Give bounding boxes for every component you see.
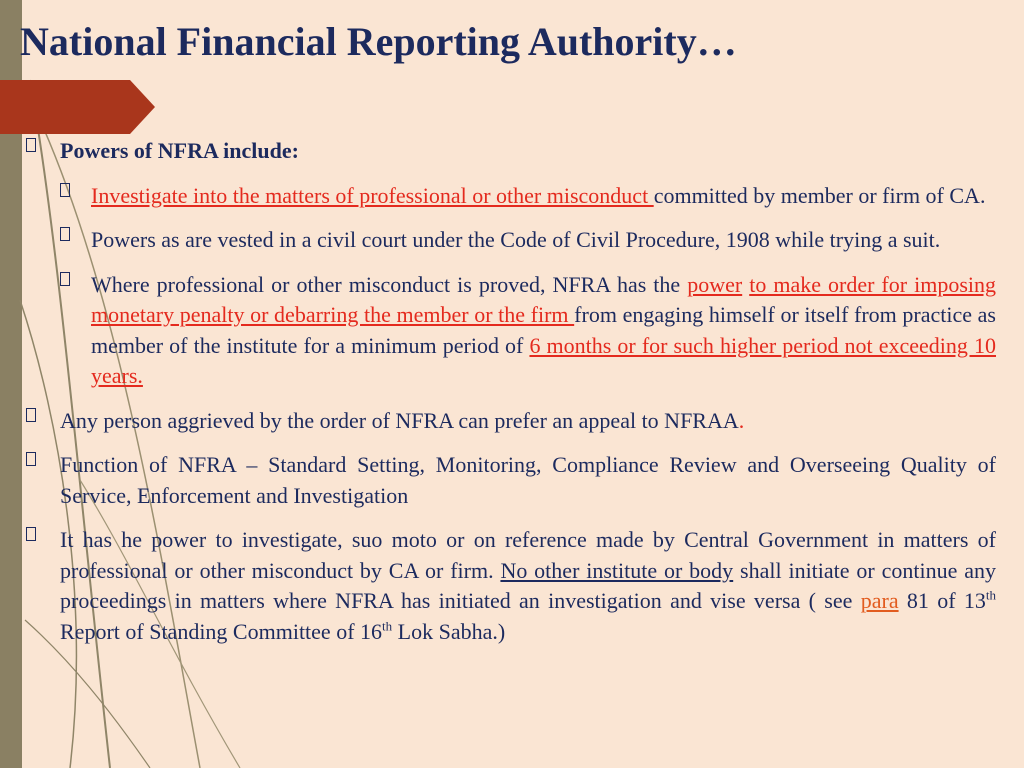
bullet-marker-icon xyxy=(60,272,70,286)
bullet-investigate: Investigate into the matters of professional or other misconduct committed by member or firm of CA. xyxy=(56,181,996,212)
bullet-power-investigate: It has he power to investigate, suo moto or on reference made by Central Government in matters of professional or other misconduct by CA or firm. No other institute or body shall initiate or continue any proceedings in matters where NFRA has initiated an investigation and vise versa ( see para 81 of 13th Report of Standing Committee of 16th Lok Sabha.) xyxy=(26,525,996,647)
title-banner-arrow xyxy=(0,80,155,134)
bullet-marker-icon xyxy=(60,227,70,241)
slide-title: National Financial Reporting Authority… xyxy=(20,19,737,64)
bullet-misconduct-order: Where professional or other misconduct is proved, NFRA has the power to make order for imposing monetary penalty or debarring the member or the firm from engaging himself or itself from practice as member of the institute for a minimum period of 6 months or for such higher period not exceeding 10 years. xyxy=(56,270,996,392)
slide-content xyxy=(26,136,996,661)
bullet-marker-icon xyxy=(26,138,36,152)
bullet-marker-icon xyxy=(60,183,70,197)
bullet-marker-icon xyxy=(26,452,36,466)
bullet-civil-court: Powers as are vested in a civil court under the Code of Civil Procedure, 1908 while trying a suit. xyxy=(56,225,996,256)
bullet-appeal: Any person aggrieved by the order of NFRA can prefer an appeal to NFRAA. xyxy=(26,406,996,437)
bullet-powers-heading: Powers of NFRA include: xyxy=(26,136,996,167)
bullet-marker-icon xyxy=(26,527,36,541)
bullet-marker-icon xyxy=(26,408,36,422)
bullet-function: Function of NFRA – Standard Setting, Monitoring, Compliance Review and Overseeing Quality of Service, Enforcement and Investigation xyxy=(26,450,996,511)
